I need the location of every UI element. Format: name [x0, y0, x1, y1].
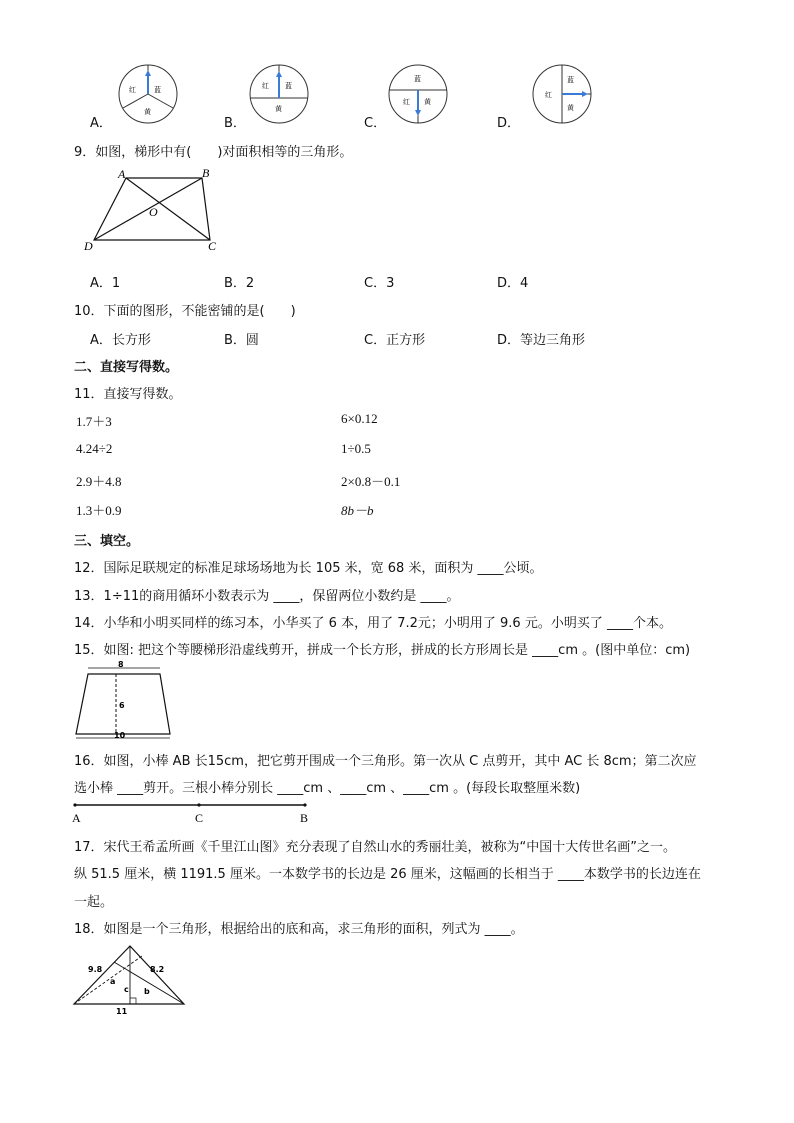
q14-text: 14．小华和小明买同样的练习本，小华买了 6 本，用了 7.2元；小明用了 9.6 元。小明买了 ____个本。 [74, 616, 672, 631]
q18-label-right-side: 8.2 [150, 965, 165, 974]
q8-option-a[interactable]: A． [90, 116, 112, 131]
q10-option-a[interactable]: A．长方形 [90, 333, 151, 348]
q8-circle-b [247, 62, 311, 126]
q9-option-a[interactable]: A．1 [90, 276, 121, 291]
q15-label-bottom: 10 [114, 731, 126, 740]
q10-stem: 10．下面的图形，不能密铺的是( ) [74, 304, 296, 319]
q8c-label-yellow: 黄 [424, 98, 431, 106]
q9-option-b[interactable]: B．2 [224, 276, 255, 291]
q9-stem: 9．如图，梯形中有( )对面积相等的三角形。 [74, 145, 353, 160]
q8d-label-yellow: 黄 [567, 104, 574, 112]
q17-line-2: 纵 51.5 厘米，横 1191.5 厘米。一本数学书的长边是 26 厘米，这幅画的长相当于 ____本数学书的长边连在 [74, 867, 701, 882]
q8a-label-red: 红 [129, 86, 136, 94]
section-2-title: 二、直接写得数。 [74, 360, 179, 375]
q8-option-b[interactable]: B． [224, 116, 246, 131]
q8d-label-blue: 蓝 [567, 76, 574, 84]
q10-option-d[interactable]: D．等边三角形 [497, 333, 586, 348]
q8-circle-a [116, 62, 180, 126]
q16-line-1: 16．如图，小棒 AB 长15cm，把它剪开围成一个三角形。第一次从 C 点剪开，其中 AC 长 8cm；第二次应 [74, 754, 697, 769]
q11-item-4: 1÷0.5 [341, 441, 371, 456]
q16-line-2: 选小棒 ____剪开。三根小棒分别长 ____cm 、____cm 、____cm 。(每段长取整厘米数) [74, 781, 581, 796]
q8b-label-yellow: 黄 [275, 105, 282, 113]
q8-circle-c [386, 62, 450, 126]
q9-option-d[interactable]: D．4 [497, 276, 529, 291]
q18-label-base: 11 [116, 1007, 128, 1016]
q11-item-7: 1.3＋0.9 [76, 503, 122, 518]
q12-text: 12．国际足联规定的标准足球场场地为长 105 米，宽 68 米，面积为 ____公顷。 [74, 561, 543, 576]
q9-point-a: A [118, 167, 126, 181]
q16-stick-figure [70, 800, 320, 826]
q9-point-d: D [84, 239, 93, 253]
q8a-label-yellow: 黄 [144, 108, 151, 116]
q11-item-3: 4.24÷2 [76, 441, 113, 456]
q11-item-1: 1.7＋3 [76, 414, 112, 429]
q8-option-c[interactable]: C． [364, 116, 387, 131]
q8b-label-blue: 蓝 [285, 82, 292, 90]
q11-item-5: 2.9＋4.8 [76, 474, 122, 489]
q9-point-b: B [202, 166, 210, 180]
q18-label-left-side: 9.8 [88, 965, 103, 974]
q8-circle-d [530, 62, 594, 126]
q16-point-a: A [72, 811, 81, 825]
q13-text: 13．1÷11的商用循环小数表示为 ____，保留两位小数约是 ____。 [74, 589, 460, 604]
q8-option-d[interactable]: D． [497, 116, 521, 131]
q18-label-c: c [124, 985, 129, 994]
q8b-label-red: 红 [262, 82, 269, 90]
q9-point-c: C [208, 239, 217, 253]
q16-point-b: B [300, 811, 309, 825]
q8a-label-blue: 蓝 [154, 86, 161, 94]
q11-item-2: 6×0.12 [341, 411, 378, 426]
q8d-label-red: 红 [545, 91, 552, 99]
q9-trapezoid-figure [82, 168, 222, 252]
q16-point-c: C [195, 811, 204, 825]
q8c-label-red: 红 [403, 98, 410, 106]
q9-point-o: O [149, 205, 158, 219]
q10-option-b[interactable]: B．圆 [224, 333, 259, 348]
q11-item-8: 8b－b [341, 503, 374, 518]
q15-trapezoid-figure [70, 660, 180, 740]
q15-label-height: 6 [119, 701, 125, 710]
q9-option-c[interactable]: C．3 [364, 276, 395, 291]
q18-label-a: a [110, 977, 116, 986]
q11-item-6: 2×0.8－0.1 [341, 474, 401, 489]
q15-label-top: 8 [118, 660, 124, 669]
q17-line-3: 一起。 [74, 895, 114, 910]
q18-triangle-figure [70, 940, 190, 1016]
q15-stem: 15．如图: 把这个等腰梯形沿虚线剪开，拼成一个长方形，拼成的长方形周长是 ____cm 。(图中单位：cm) [74, 643, 691, 658]
q10-option-c[interactable]: C．正方形 [364, 333, 426, 348]
q8c-label-blue: 蓝 [414, 75, 421, 83]
q11-stem: 11．直接写得数。 [74, 387, 182, 402]
q18-stem: 18．如图是一个三角形，根据给出的底和高，求三角形的面积，列式为 ____。 [74, 922, 524, 937]
q18-label-b: b [144, 987, 150, 996]
q17-line-1: 17．宋代王希孟所画《千里江山图》充分表现了自然山水的秀丽壮美，被称为“中国十大传世名画”之一。 [74, 840, 677, 855]
section-3-title: 三、填空。 [74, 534, 140, 549]
